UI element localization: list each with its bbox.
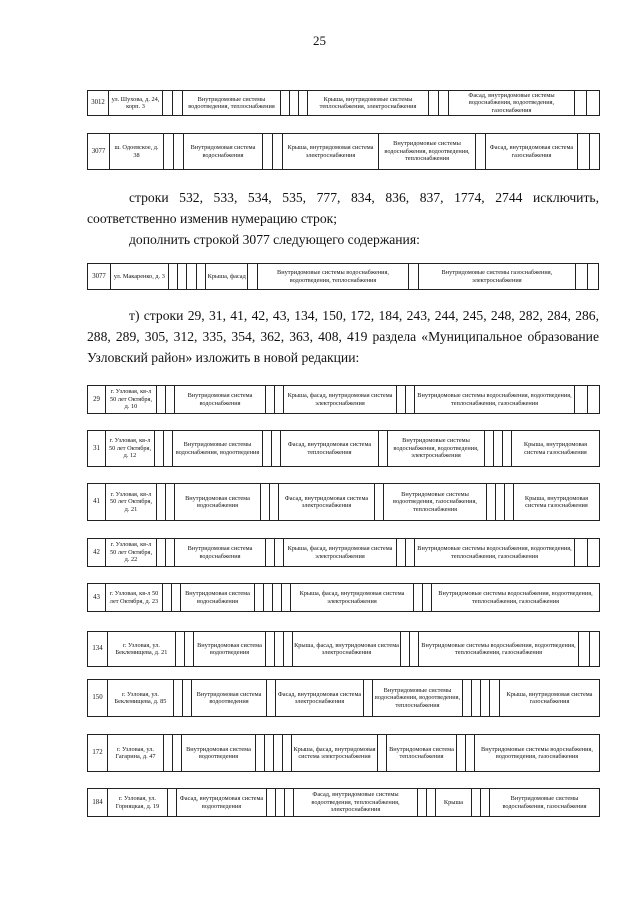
work-cell: Внутридомовые системы водоснабжения, водоотведения, теплоснабжения, газоснабжения	[419, 632, 579, 667]
work-cell	[164, 431, 173, 467]
table-row	[88, 134, 600, 170]
table-row	[88, 386, 600, 414]
table-row	[88, 484, 600, 521]
work-cell: Крыша, внутридомовая система электроснабжения	[283, 134, 379, 170]
work-cell	[155, 431, 164, 467]
address-cell: г. Узловая, кв-л 50 лет Октября, д. 22	[106, 539, 157, 567]
work-cell	[273, 584, 282, 612]
work-cell	[409, 264, 418, 290]
paragraph: т) строки 29, 31, 41, 42, 43, 134, 150, 172, 184, 243, 244, 245, 248, 282, 284, 286, 288, 289, 305, 312, 335, 354, 362, 363, 408, 419 раздела «Муниципальное образование Узловский район» изложить в новой редакции:	[87, 308, 599, 365]
work-cell	[272, 431, 281, 467]
work-cell	[163, 91, 173, 116]
work-cell: Крыша, фасад, внутридомовая система электроснабжения	[284, 386, 397, 414]
work-cell	[185, 632, 194, 667]
work-cell: Внутридомовая система водоснабжения	[175, 386, 266, 414]
work-cell: Внутридомовая система водоснабжения	[175, 484, 261, 521]
register-row-table	[87, 788, 600, 817]
work-cell	[164, 134, 174, 170]
work-cell: Внутридомовые системы водоснабжения, водоотведения, теплоснабжения	[257, 264, 409, 290]
work-cell	[439, 91, 449, 116]
work-cell	[487, 484, 496, 521]
work-cell	[187, 264, 196, 290]
address-cell: ул. Шухова, д. 24, корп. 3	[109, 91, 163, 116]
work-cell	[266, 539, 275, 567]
table-row	[88, 735, 600, 772]
work-cell	[414, 584, 423, 612]
work-cell	[481, 680, 490, 717]
work-cell	[282, 584, 291, 612]
work-cell	[588, 539, 600, 567]
table-row	[88, 431, 600, 467]
row-number-cell: 41	[88, 484, 106, 521]
work-cell	[274, 735, 283, 772]
register-row-table	[87, 631, 600, 667]
work-cell: Фасад, внутридомовые системы водоотведения, теплоснабжения, электроснабжения	[294, 789, 418, 817]
work-cell: Крыша, фасад, внутридомовая система электроснабжения	[293, 632, 401, 667]
work-cell	[578, 134, 590, 170]
register-row-table	[87, 583, 600, 612]
work-cell	[173, 91, 183, 116]
work-cell	[270, 484, 279, 521]
work-cell: Внутридомовая система водоотведения	[194, 632, 266, 667]
work-cell: Крыша, фасад, внутридомовая система электроснабжения	[284, 539, 397, 567]
work-cell	[496, 484, 505, 521]
work-cell: Фасад, внутридомовая система газоснабжения	[486, 134, 578, 170]
row-number-cell: 43	[88, 584, 106, 612]
work-cell	[164, 735, 173, 772]
address-cell: г. Узловая, ул. Горняцкая, д. 19	[108, 789, 168, 817]
work-cell	[472, 680, 481, 717]
register-row-table	[87, 538, 600, 567]
row-number-cell: 134	[88, 632, 108, 667]
work-cell	[457, 735, 466, 772]
work-cell	[261, 484, 270, 521]
address-cell: ш. Одоевское, д. 38	[110, 134, 164, 170]
work-cell	[429, 91, 439, 116]
work-cell	[276, 789, 285, 817]
row-number-cell: 3077	[88, 134, 110, 170]
table-row	[88, 632, 600, 667]
register-row-table	[87, 430, 600, 467]
work-cell	[505, 484, 514, 521]
work-cell: Внутридомовые системы водоснабжения, водоотведения, электроснабжения	[388, 431, 485, 467]
work-cell: Крыша, фасад, внутридомовая система электроснабжения	[291, 584, 414, 612]
work-cell	[375, 484, 384, 521]
paragraph: строки 532, 533, 534, 535, 777, 834, 836, 837, 1774, 2744 исключить, соответственно изменив нумерацию строк;	[87, 190, 599, 226]
work-cell	[364, 680, 373, 717]
work-cell	[178, 264, 187, 290]
work-cell	[174, 134, 184, 170]
work-cell	[423, 584, 432, 612]
work-cell	[284, 632, 293, 667]
work-cell	[166, 484, 175, 521]
address-cell: г. Узловая, кв-л 50 лет Октября, д. 23	[106, 584, 163, 612]
work-cell	[248, 264, 257, 290]
work-cell	[255, 584, 264, 612]
work-cell	[256, 735, 265, 772]
work-cell: Фасад, внутридомовая система электроснабжения	[279, 484, 375, 521]
work-cell	[281, 91, 290, 116]
address-cell: г. Узловая, кв-л 50 лет Октября, д. 12	[106, 431, 155, 467]
register-row-table	[87, 385, 600, 414]
work-cell	[163, 584, 172, 612]
work-cell: Крыша	[436, 789, 472, 817]
work-cell	[166, 539, 175, 567]
work-cell	[379, 431, 388, 467]
work-cell: Внутридомовые системы водоснабжения, водоотведения, газоснабжения	[475, 735, 600, 772]
work-cell	[275, 632, 284, 667]
work-cell: Внутридомовые системы водоснабжения, газоснабжения	[490, 789, 600, 817]
work-cell: Фасад, внутридомовая система водоотведения	[177, 789, 267, 817]
work-cell	[273, 134, 283, 170]
work-cell	[503, 431, 512, 467]
work-cell	[299, 91, 308, 116]
work-cell: Крыша, фасад, внутридомовая система электроснабжения	[292, 735, 378, 772]
row-number-cell: 3077	[88, 264, 111, 290]
work-cell: Фасад, внутридомовая система электроснабжения	[276, 680, 364, 717]
work-cell: Внутридомовая система водоотведения	[182, 735, 256, 772]
work-cell	[157, 484, 166, 521]
work-cell	[263, 431, 272, 467]
work-cell: Внутридомовая система водоотведения	[192, 680, 267, 717]
work-cell	[267, 789, 276, 817]
work-cell	[401, 632, 410, 667]
work-cell	[176, 632, 185, 667]
work-cell	[490, 680, 500, 717]
work-cell: Крыша, внутридомовые системы теплоснабжения, электроснабжения	[308, 91, 429, 116]
work-cell	[166, 386, 175, 414]
register-row-table	[87, 133, 600, 170]
row-number-cell: 3012	[88, 91, 109, 116]
work-cell	[264, 584, 273, 612]
work-cell	[266, 386, 275, 414]
page-number: 25	[313, 33, 326, 48]
work-cell	[588, 386, 600, 414]
register-row-table	[87, 679, 600, 717]
table-row	[88, 539, 600, 567]
work-cell	[463, 680, 472, 717]
work-cell: Внутридомовая система водоснабжения	[184, 134, 263, 170]
work-cell	[406, 539, 415, 567]
work-cell	[263, 134, 273, 170]
work-cell	[290, 91, 299, 116]
work-cell	[485, 431, 494, 467]
work-cell: Внутридомовая система водоснабжения	[175, 539, 266, 567]
address-cell: г. Узловая, ул. Беклемищева, д. 85	[108, 680, 174, 717]
row-number-cell: 42	[88, 539, 106, 567]
work-cell: Внутридомовые системы водоснабжения, водоотведения, теплоснабжения	[379, 134, 476, 170]
work-cell: Внутридомовые системы водоснабжения, водоотведения, теплоснабжения, газоснабжения	[415, 539, 575, 567]
work-cell	[267, 680, 276, 717]
register-row-table	[87, 90, 600, 116]
work-cell	[575, 386, 588, 414]
work-cell	[476, 134, 486, 170]
work-cell: Фасад, внутридомовая система теплоснабжения	[281, 431, 379, 467]
work-cell	[196, 264, 205, 290]
work-cell	[183, 680, 192, 717]
address-cell: г. Узловая, ул. Беклемищева, д. 21	[108, 632, 176, 667]
work-cell	[494, 431, 503, 467]
work-cell	[481, 789, 490, 817]
work-cell	[575, 539, 588, 567]
work-cell: Внутридомовые системы газоснабжения, электроснабжения	[418, 264, 575, 290]
work-cell	[275, 539, 284, 567]
address-cell: ул. Макаренко, д. 3	[111, 264, 169, 290]
work-cell	[472, 789, 481, 817]
address-cell: г. Узловая, кв-л 50 лет Октября, д. 21	[106, 484, 157, 521]
work-cell	[588, 264, 599, 290]
work-cell	[575, 264, 588, 290]
row-number-cell: 184	[88, 789, 108, 817]
work-cell	[266, 632, 275, 667]
work-cell: Внутридомовые системы водоснабжения, водоотведения, теплоснабжения	[373, 680, 463, 717]
row-number-cell: 31	[88, 431, 106, 467]
work-cell	[466, 735, 475, 772]
work-cell	[168, 264, 177, 290]
work-cell	[406, 386, 415, 414]
work-cell: Крыша, фасад	[206, 264, 248, 290]
work-cell: Внутридомовые системы водоснабжения, водоотведения	[173, 431, 263, 467]
table-row	[88, 680, 600, 717]
register-row-table	[87, 734, 600, 772]
work-cell: Внутридомовые системы водоотведения, газоснабжения, теплоснабжения	[384, 484, 487, 521]
work-cell	[168, 789, 177, 817]
register-row-table	[87, 263, 599, 290]
work-cell	[427, 789, 436, 817]
work-cell: Внутридомовые системы водоотведения, теплоснабжения	[183, 91, 281, 116]
work-cell	[590, 632, 600, 667]
work-cell	[157, 386, 166, 414]
work-cell: Крыша, внутридомовая система газоснабжения	[512, 431, 600, 467]
work-cell	[397, 539, 406, 567]
row-number-cell: 150	[88, 680, 108, 717]
work-cell	[283, 735, 292, 772]
register-row-table	[87, 483, 600, 521]
work-cell	[418, 789, 427, 817]
table-row	[88, 584, 600, 612]
work-cell: Внутридомовая система теплоснабжения	[387, 735, 457, 772]
work-cell: Внутридомовая система водоснабжения	[181, 584, 255, 612]
work-cell	[410, 632, 419, 667]
work-cell	[285, 789, 294, 817]
work-cell: Внутридомовые системы водоснабжения, водоотведения, теплоснабжения, газоснабжения	[415, 386, 575, 414]
address-cell: г. Узловая, ул. Гагарина, д. 47	[108, 735, 164, 772]
row-number-cell: 172	[88, 735, 108, 772]
work-cell	[157, 539, 166, 567]
table-row	[88, 789, 600, 817]
work-cell: Фасад, внутридомовые системы водоснабжения, водоотведения, газоснабжения	[449, 91, 575, 116]
work-cell	[265, 735, 274, 772]
work-cell	[590, 134, 600, 170]
work-cell	[174, 680, 183, 717]
work-cell	[397, 386, 406, 414]
work-cell	[275, 386, 284, 414]
row-number-cell: 29	[88, 386, 106, 414]
work-cell	[172, 584, 181, 612]
work-cell: Крыша, внутридомовая система газоснабжения	[514, 484, 600, 521]
work-cell	[579, 632, 590, 667]
work-cell	[173, 735, 182, 772]
work-cell	[587, 91, 600, 116]
work-cell	[575, 91, 587, 116]
address-cell: г. Узловая, кв-л 50 лет Октября, д. 10	[106, 386, 157, 414]
work-cell: Крыша, внутридомовая система газоснабжения	[500, 680, 600, 717]
work-cell	[378, 735, 387, 772]
table-row	[88, 91, 600, 116]
paragraph: дополнить строкой 3077 следующего содержания:	[129, 232, 420, 247]
work-cell: Внутридомовые системы водоснабжения, водоотведения, теплоснабжения, газоснабжения	[432, 584, 600, 612]
table-row	[88, 264, 599, 290]
